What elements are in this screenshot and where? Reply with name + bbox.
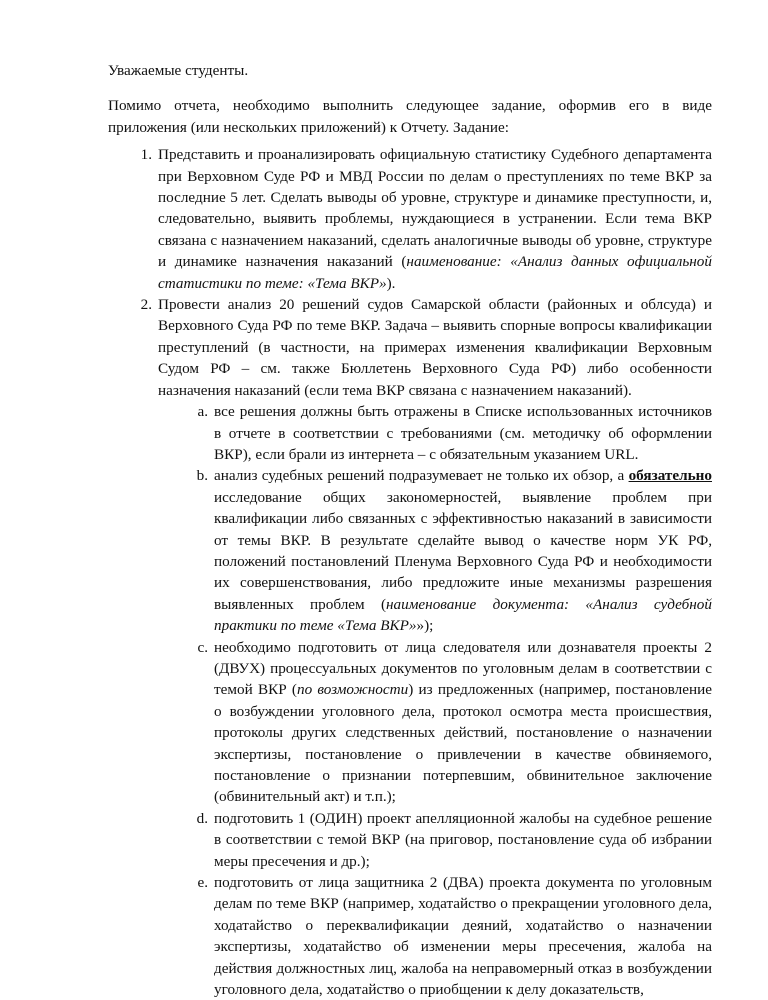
sublist-item-e <box>158 872 712 1000</box>
list-item-text: Представить и проанализировать официальную статистику Судебного департамента при Верховном Суде РФ и МВД России по делам о преступлениях по теме ВКР за последние 5 лет. Сделать выводы об уровне, структуре и динамике преступности, и, следовательно, выявить проблемы, нуждающиеся в устранении. Если тема ВКР связана с назначением наказаний, сделать аналогичные выводы об уровне, структуре и динамике назначения наказаний (наименование: «Анализ данных официальной статистики по теме: «Тема ВКР»). <box>158 146 712 292</box>
list-item-2 <box>108 294 712 401</box>
sublist-item-text: подготовить 1 (ОДИН) проект апелляционной жалобы на судебное решение в соответствии с темой ВКР (на приговор, постановление суда об избрании меры пресечения и др.); <box>214 809 712 870</box>
list-item-text: Провести анализ 20 решений судов Самарской области (районных и облсуда) и Верховного Суда РФ по теме ВКР. Задача – выявить спорные вопросы квалификации преступлений (в частности, на примерах изменения квалификации Верховным Судом РФ – см. также Бюллетень Верховного Суда РФ) либо особенности назначения наказаний (если тема ВКР связана с назначением наказаний). <box>158 296 712 399</box>
list-marker: 2. <box>140 296 152 314</box>
emphasis-mandatory: обязательно <box>628 467 712 485</box>
sublist-item-text: подготовить от лица защитника 2 (ДВА) проекта документа по уголовным делам по теме ВКР (например, ходатайство о прекращении уголовного дела, ходатайство о переквалификации деяний, ходатайство о назначении экспертизы, ходатайство об изменении меры пресечения, жалоба на действия должностных лиц, жалоба на неправомерный отказ в возбуждении уголовного дела, ходатайство о приобщении к делу доказательств, <box>214 874 712 999</box>
sublist-item-c <box>158 637 712 808</box>
intro-paragraph: Помимо отчета, необходимо выполнить следующее задание, оформив его в виде приложения (или нескольких приложений) к Отчету. Задание: <box>108 97 712 136</box>
sublist-item-d <box>158 808 712 872</box>
list-item-1 <box>108 144 712 294</box>
sublist-item-text: все решения должны быть отражены в Списке использованных источников в отчете в соответствии с требованиями (см. методичку об оформлении ВКР), если брали из интернета – с обязательным указанием URL. <box>214 403 712 463</box>
sublist-item-text: анализ судебных решений подразумевает не только их обзор, а обязательно исследование общих закономерностей, выявление проблем при квалификации либо связанных с эффективностью наказаний в зависимости от темы ВКР. В результате сделайте вывод о качестве норм УК РФ, положений постановлений Пленума Верховного Суда РФ и необходимости их совершенствования, либо предложите иные механизмы разрешения выявленных проблем (наименование документа: «Анализ судебной практики по теме «Тема ВКР»»); <box>214 467 712 635</box>
sublist-marker: e. <box>197 874 208 892</box>
sublist-item-text: необходимо подготовить от лица следователя или дознавателя проекты 2 (ДВУХ) процессуальных документов по уголовным делам в соответствии с темой ВКР (по возможности) из предложенных (например, постановление о возбуждении уголовного дела, протокол осмотра места происшествия, протоколы других следственных действий, постановление о назначении экспертизы, постановление о привлечении в качестве обвиняемого, постановление о признании потерпевшим, обвинительное заключение (обвинительный акт) и т.п.); <box>214 638 712 806</box>
greeting: Уважаемые студенты. <box>108 62 249 79</box>
list-marker: 1. <box>140 146 152 164</box>
sublist-marker: d. <box>196 809 208 827</box>
sublist-item-a <box>158 401 712 465</box>
document-page <box>108 60 712 1000</box>
sublist-marker: a. <box>197 403 208 421</box>
sublist-item-b <box>158 465 712 636</box>
sublist-marker: c. <box>197 638 208 656</box>
sublist-marker: b. <box>196 467 208 485</box>
